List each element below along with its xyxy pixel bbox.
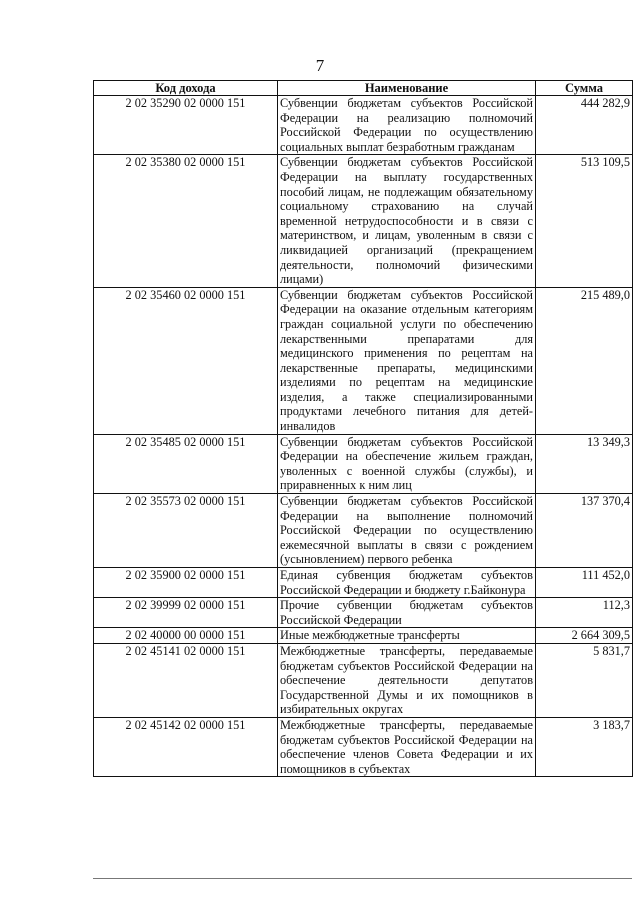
income-code: 2 02 45141 02 0000 151 [94,643,278,717]
income-name: Единая субвенция бюджетам субъектов Российской Федерации и бюджету г.Байконура [278,568,536,598]
income-sum: 513 109,5 [536,155,633,287]
income-sum: 3 183,7 [536,717,633,776]
page-number: 7 [315,56,325,75]
header-sum: Сумма [536,81,633,96]
income-name: Прочие субвенции бюджетам субъектов Российской Федерации [278,598,536,628]
table-row [94,568,633,598]
income-code: 2 02 35900 02 0000 151 [94,568,278,598]
income-code: 2 02 35573 02 0000 151 [94,494,278,568]
table-row [94,287,633,434]
income-name: Субвенции бюджетам субъектов Российской Федерации на оказание отдельным категориям граждан социальной услуги по обеспечению лекарственными препаратами для медицинского применения по рецептам на лекарственные препараты, медицинскими изделиями по рецептам на медицинские изделия, а также специализированными продуктами лечебного питания для детей-инвалидов [278,287,536,434]
header-code: Код дохода [94,81,278,96]
income-code: 2 02 35380 02 0000 151 [94,155,278,287]
income-code: 2 02 35485 02 0000 151 [94,434,278,493]
income-sum: 444 282,9 [536,96,633,155]
table-row [94,717,633,776]
income-code: 2 02 40000 00 0000 151 [94,628,278,644]
page-bottom-divider [93,878,632,879]
table-header-row [94,81,633,96]
income-code: 2 02 35290 02 0000 151 [94,96,278,155]
income-sum: 111 452,0 [536,568,633,598]
income-name: Субвенции бюджетам субъектов Российской Федерации на реализацию полномочий Российской Федерации по осуществлению социальных выплат безработным гражданам [278,96,536,155]
income-sum: 2 664 309,5 [536,628,633,644]
income-sum: 112,3 [536,598,633,628]
income-name: Межбюджетные трансферты, передаваемые бюджетам субъектов Российской Федерации на обеспечение членов Совета Федерации и их помощников в субъектах [278,717,536,776]
table-row [94,628,633,644]
income-sum: 215 489,0 [536,287,633,434]
income-name: Субвенции бюджетам субъектов Российской Федерации на выполнение полномочий Российской Федерации по осуществлению ежемесячной выплаты в связи с рождением (усыновлением) первого ребенка [278,494,536,568]
income-name: Межбюджетные трансферты, передаваемые бюджетам субъектов Российской Федерации на обеспечение деятельности депутатов Государственной Думы и их помощников в избирательных округах [278,643,536,717]
table-row [94,643,633,717]
income-code: 2 02 45142 02 0000 151 [94,717,278,776]
table-row [94,96,633,155]
income-code: 2 02 35460 02 0000 151 [94,287,278,434]
table-row [94,598,633,628]
income-name: Иные межбюджетные трансферты [278,628,536,644]
table-row [94,494,633,568]
income-code: 2 02 39999 02 0000 151 [94,598,278,628]
income-name: Субвенции бюджетам субъектов Российской Федерации на обеспечение жильем граждан, уволенных с военной службы (службы), и приравненных к ним лиц [278,434,536,493]
header-name: Наименование [278,81,536,96]
table-row [94,155,633,287]
income-sum: 13 349,3 [536,434,633,493]
income-name: Субвенции бюджетам субъектов Российской Федерации на выплату государственных пособий лицам, не подлежащим обязательному социальному страхованию на случай временной нетрудоспособности и в связи с материнством, и лицам, уволенным в связи с ликвидацией организаций (прекращением деятельности, полномочий физическими лицами) [278,155,536,287]
income-table [93,80,633,777]
table-row [94,434,633,493]
income-sum: 5 831,7 [536,643,633,717]
income-sum: 137 370,4 [536,494,633,568]
